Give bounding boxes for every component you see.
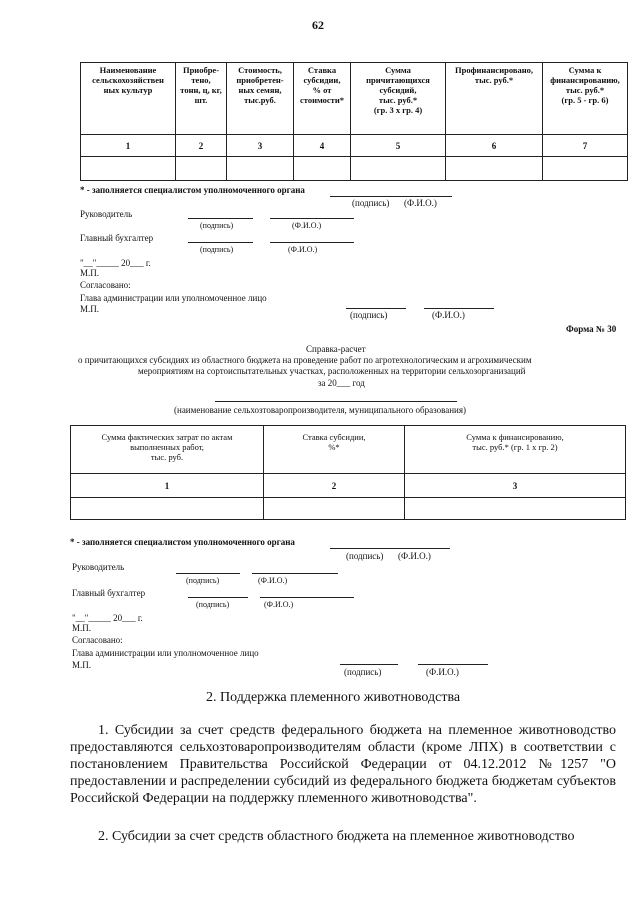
spravka-year: за 20___ год [318,378,365,388]
t1-empty-cell [227,157,294,181]
t2-empty-cell [71,498,264,520]
sign-caption: (подпись) [350,310,388,320]
sign-caption: (подпись) [352,198,390,208]
t2-col-number: 3 [405,474,626,498]
t1-header-rate: Ставка субсидии, % от стоимости* [294,63,351,135]
signature-line [330,548,450,549]
signature-line [260,597,354,598]
sign-caption: (подпись) [200,221,234,230]
signature-line [346,308,406,309]
sign-caption: (подпись) [200,245,234,254]
t1-header-cost: Стоимость, приобретен- ных семян, тыс.руб. [227,63,294,135]
agreed-label: Согласовано: [72,635,123,645]
signature-line [270,218,354,219]
t1-col-number: 4 [294,135,351,157]
t2-header-rate: Ставка субсидии, %* [264,426,405,474]
signature-line [176,573,240,574]
signature-line [188,218,253,219]
t2-col-number: 1 [71,474,264,498]
stamp-label: М.П. [80,268,100,278]
page-number: 62 [312,18,324,32]
signature-line [252,573,338,574]
spravka-line-1: о причитающихся субсидиях из областного бюджета на проведение работ по агротехнологическим и агрохимическим [78,355,532,365]
t1-col-number: 7 [543,135,628,157]
t1-empty-cell [543,157,628,181]
fio-caption: (Ф.И.О.) [292,221,322,230]
sign-caption: (подпись) [196,600,230,609]
accountant-label: Главный бухгалтер [80,233,154,243]
fio-caption: (Ф.И.О.) [258,576,288,585]
signature-line [424,308,494,309]
t2-header-to-finance: Сумма к финансированию, тыс. руб.* (гр. 1 х гр. 2) [405,426,626,474]
fio-caption: (Ф.И.О.) [398,551,431,561]
name-caption: (наименование сельхозтоваропроизводителя, муниципального образования) [174,405,467,415]
signature-line [188,597,248,598]
name-line [215,401,457,402]
fio-caption: (Ф.И.О.) [264,600,294,609]
t1-col-number: 5 [351,135,446,157]
fio-caption: (Ф.И.О.) [432,310,465,320]
head-label: Руководитель [72,562,125,572]
fio-caption: (Ф.И.О.) [404,198,437,208]
t2-header-costs: Сумма фактических затрат по актам выполненных работ, тыс. руб. [71,426,264,474]
t1-empty-cell [294,157,351,181]
footnote: * - заполняется специалистом уполномоченного органа [80,185,305,195]
date-field: "__"_____ 20___ г. [80,258,151,268]
sign-caption: (подпись) [186,576,220,585]
head-label: Руководитель [80,209,133,219]
t2-col-number: 2 [264,474,405,498]
signature-line [418,664,488,665]
t1-header-crops: Наименование сельскохозяйствен ных культур [81,63,176,135]
admin-label: Глава администрации или уполномоченное лицо [72,648,259,658]
signature-line [340,664,398,665]
t1-header-to-finance: Сумма к финансированию, тыс. руб.* (гр. 5 - гр. 6) [543,63,628,135]
t1-header-due: Сумма причитающихся субсидий, тыс. руб.* (гр. 3 х гр. 4) [351,63,446,135]
form-number: Форма № 30 [566,324,617,334]
agreed-label: Согласовано: [80,280,131,290]
admin-label: Глава администрации или уполномоченное лицо [80,293,267,303]
fio-caption: (Ф.И.О.) [288,245,318,254]
t1-header-acquired: Приобре- тено, тонн, ц, кг, шт. [176,63,227,135]
t1-col-number: 3 [227,135,294,157]
footnote: * - заполняется специалистом уполномоченного органа [70,537,295,547]
signature-line [330,196,452,197]
stamp-label: М.П. [72,623,92,633]
fio-caption: (Ф.И.О.) [426,667,459,677]
section-heading: 2. Поддержка племенного животноводства [206,690,461,705]
signature-line [270,242,354,243]
subsidy-table-seeds [80,62,628,181]
stamp-label: М.П. [80,304,100,314]
t1-empty-cell [446,157,543,181]
spravka-line-2: мероприятиям на сортоиспытательных участках, расположенных на территории сельхозорганизаций [138,366,526,376]
paragraph-2: 2. Субсидии за счет средств областного бюджета на племенное животноводство [98,829,575,844]
t2-empty-cell [405,498,626,520]
spravka-title: Справка-расчет [306,344,366,354]
date-field: "__"_____ 20___ г. [72,613,143,623]
t1-col-number: 2 [176,135,227,157]
t1-empty-cell [176,157,227,181]
t1-header-financed: Профинансировано, тыс. руб.* [446,63,543,135]
signature-line [188,242,253,243]
t2-empty-cell [264,498,405,520]
t1-empty-cell [351,157,446,181]
accountant-label: Главный бухгалтер [72,588,146,598]
stamp-label: М.П. [72,660,92,670]
sign-caption: (подпись) [346,551,384,561]
subsidy-table-agro [70,425,626,520]
t1-empty-cell [81,157,176,181]
t1-col-number: 6 [446,135,543,157]
sign-caption: (подпись) [344,667,382,677]
paragraph-1: 1. Субсидии за счет средств федерального бюджета на племенное животноводство предоставляются сельхозтоваропроизводителям области (кроме ЛПХ) в соответствии с постановлением Правительства Российской Федерации от 04.12.2012 №1257 "О предоставлении и распределении субсидий из федерального бюджета бюджетам субъектов Российской Федерации на поддержку племенного животноводства". [70,723,616,806]
t1-col-number: 1 [81,135,176,157]
